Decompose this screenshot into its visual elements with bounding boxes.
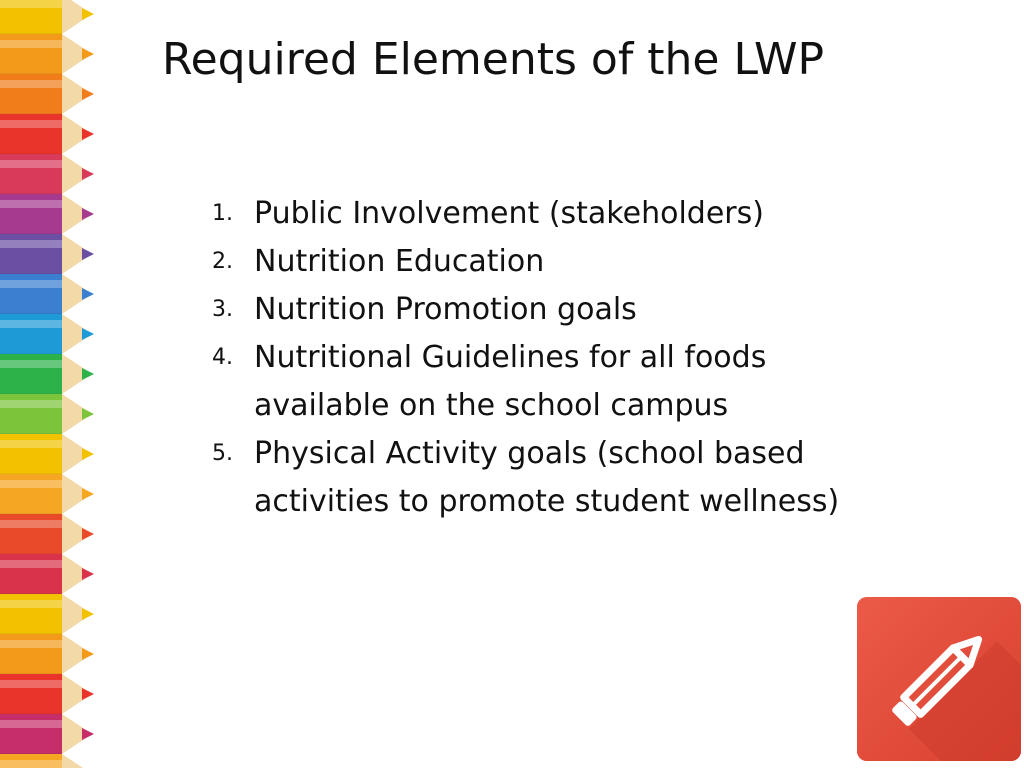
colored-pencils-border [0,0,110,768]
list-text: Physical Activity goals (school based activities to promote student wellness) [254,436,840,519]
pencil-highlight [0,80,62,88]
pencil-tip [82,48,94,60]
list-text: Nutritional Guidelines for all foods available on the school campus [254,340,767,423]
list-number: 1. [212,201,233,226]
pencil-tip [82,648,94,660]
requirements-list [212,190,902,526]
pencil-tip [82,488,94,500]
pencil-highlight [0,440,62,448]
pencil-highlight [0,160,62,168]
pencil-highlight [0,320,62,328]
list-number: 2. [212,249,233,274]
list-text: Nutrition Education [254,244,545,279]
pencil-highlight [0,600,62,608]
pencil-highlight [0,640,62,648]
list-item [212,238,902,286]
slide-title: Required Elements of the LWP [162,34,824,85]
pencil-tip [82,448,94,460]
pencil-highlight [0,120,62,128]
pencil-highlight [0,400,62,408]
pencil-tip [82,368,94,380]
list-item [212,190,902,238]
pencil-tip [82,728,94,740]
pencil-tip [82,328,94,340]
pencil-tip [82,168,94,180]
pencil-highlight [0,360,62,368]
pencil-tip [82,408,94,420]
pencil-tip [82,8,94,20]
pencil-highlight [0,40,62,48]
pencil-tip [82,248,94,260]
pencil-highlight [0,560,62,568]
list-text: Public Involvement (stakeholders) [254,196,764,231]
pencil-tip [82,208,94,220]
pencil-highlight [0,200,62,208]
list-text: Nutrition Promotion goals [254,292,637,327]
pencil-tip [82,528,94,540]
pencil-highlight [0,680,62,688]
pencil-icon [857,597,1021,761]
list-item [212,334,902,430]
pencil-tip [82,288,94,300]
list-number: 4. [212,345,233,370]
pencil-tip [82,128,94,140]
pencil-tip [82,608,94,620]
list-number: 3. [212,297,233,322]
pencil-tip [82,88,94,100]
pencil-highlight [0,480,62,488]
pencil-tile [857,597,1021,761]
pencil-tip [82,688,94,700]
pencil-highlight [0,520,62,528]
pencil-highlight [0,280,62,288]
pencil-tip [82,568,94,580]
list-item [212,430,902,526]
pencil-highlight [0,0,62,8]
list-item [212,286,902,334]
pencil-wood [62,754,92,768]
pencil-highlight [0,240,62,248]
list-number: 5. [212,441,233,466]
pencil-highlight [0,760,62,768]
pencil-highlight [0,720,62,728]
